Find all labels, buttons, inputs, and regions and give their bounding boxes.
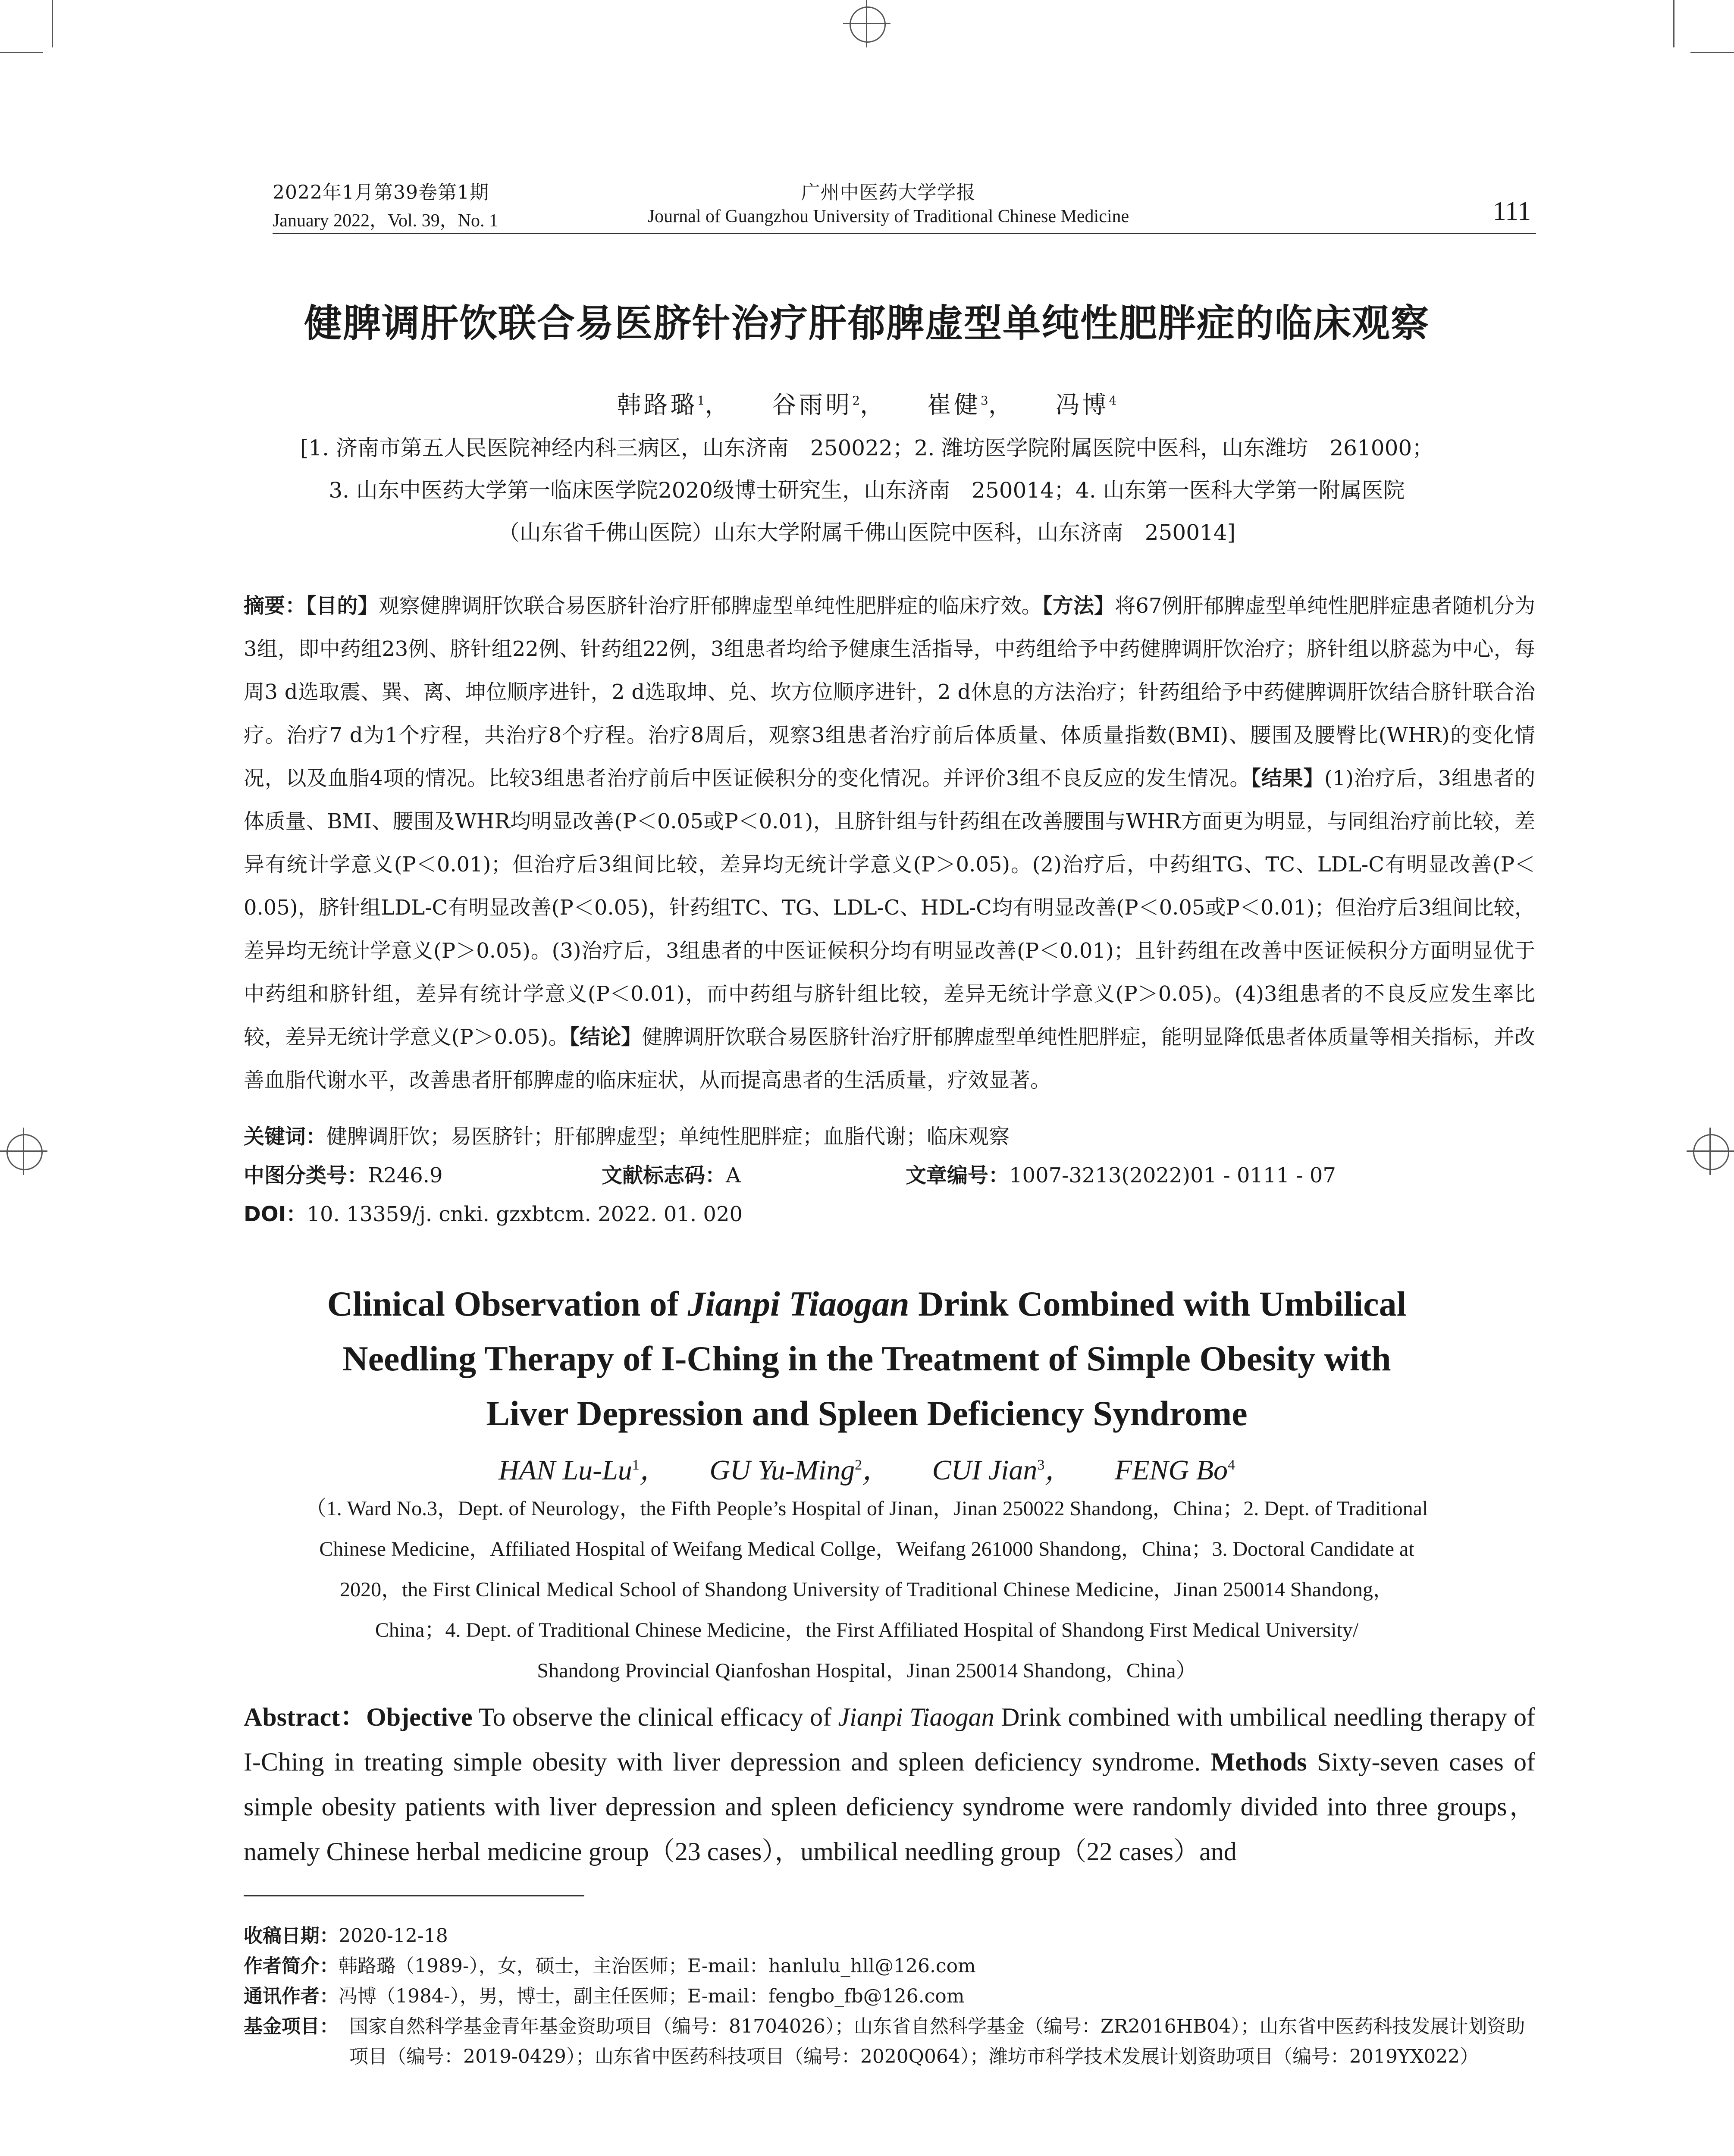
title-en-line: Liver Depression and Spleen Deficiency Syndrome (486, 1394, 1248, 1433)
abstract-cn (244, 584, 1535, 1102)
affiliation-line: 3. 山东中医药大学第一临床医学院2020级博士研究生，山东济南 250014；4. 山东第一医科大学第一附属医院 (329, 478, 1405, 503)
methods-text: 将67例肝郁脾虚型单纯性肥胖症患者随机分为3组，即中药组23例、脐针组22例、针药组22例，3组患者均给予健康生活指导，中药组给予中药健脾调肝饮治疗；脐针组以脐蕊为中心，每周3 d选取震、巽、离、坤位顺序进针，2 d选取坤、兑、坎方位顺序进针，2 d休息的方法治疗；针药组给予中药健脾调肝饮结合脐针联合治疗。治疗7 d为1个疗程，共治疗8个疗程。治疗8周后，观察3组患者治疗前后体质量、体质量指数(BMI)、腰围及腰臀比(WHR)的变化情况，以及血脂4项的情况。比较3组患者治疗前后中医证候积分的变化情况。并评价3组不良反应的发生情况。 (244, 594, 1535, 790)
methods-label: 【方法】 (1042, 594, 1115, 618)
objective-en-label: Objective (366, 1703, 473, 1731)
title-cn: 健脾调肝饮联合易医脐针治疗肝郁脾虚型单纯性肥胖症的临床观察 (304, 301, 1430, 345)
affiliation-line: （山东省千佛山医院）山东大学附属千佛山医院中医科，山东济南 250014] (498, 520, 1236, 545)
abstract-en-label: Abstract： (244, 1703, 367, 1731)
crop-mark (0, 52, 43, 53)
title-en-line: Needling Therapy of I-Ching in the Treatment of Simple Obesity with (342, 1339, 1391, 1378)
registration-mark-icon (0, 1128, 47, 1175)
crop-mark (52, 0, 53, 47)
keywords-cn (244, 1119, 1535, 1154)
author-en: HAN Lu-Lu$^1$， (498, 1454, 668, 1486)
affiliation-line: （1. Ward No.3，Dept. of Neurology，the Fifth People’s Hospital of Jinan，Jinan 250022 Shandong，China；2. Dept. of Traditional (305, 1497, 1428, 1520)
issue-cn: 2022年1月第39卷第1期 (273, 182, 489, 204)
conclusion-label: 【结论】 (569, 1025, 642, 1049)
affiliation-line: 2020，the First Clinical Medical School of Shandong University of Traditional Chinese Medicine，Jinan 250014 Shandong， (340, 1578, 1394, 1601)
affiliations-cn (129, 427, 1604, 554)
keywords-value: 健脾调肝饮；易医脐针；肝郁脾虚型；单纯性肥胖症；血脂代谢；临床观察 (326, 1125, 1010, 1149)
results-label: 【结果】 (1251, 766, 1324, 790)
received-date: 收稿日期：2020-12-18 (244, 1925, 448, 1947)
issue-en: January 2022，Vol. 39，No. 1 (273, 211, 499, 231)
affiliation-line: Shandong Provincial Qianfoshan Hospital，Jinan 250014 Shandong，China） (537, 1659, 1197, 1682)
header-rule (273, 233, 1536, 234)
conclusion-text: 健脾调肝饮联合易医脐针治疗肝郁脾虚型单纯性肥胖症，能明显降低患者体质量等相关指标，并改善血脂代谢水平，改善患者肝郁脾虚的临床症状，从而提高患者的生活质量，疗效显著。 (244, 1025, 1535, 1092)
authors-en (129, 1447, 1604, 1488)
author-en: FENG Bo$^4$ (1114, 1454, 1235, 1486)
affiliation-line: China；4. Dept. of Traditional Chinese Medicine，the First Affiliated Hospital of Shandong First Medical University/ (375, 1619, 1359, 1642)
document-code: 文献标志码：A (602, 1163, 741, 1188)
crop-mark (1690, 52, 1734, 53)
journal-en: Journal of Guangzhou University of Traditional Chinese Medicine (647, 207, 1129, 226)
registration-mark-icon (843, 0, 891, 47)
results-text: (1)治疗后，3组患者的体质量、BMI、腰围及WHR均明显改善(P＜0.05或P＜0.01)，且脐针组与针药组在改善腰围与WHR方面更为明显，与同组治疗前比较，差异有统计学意义(P＜0.01)；但治疗后3组间比较，差异均无统计学意义(P＞0.05)。(2)治疗后，中药组TG、TC、LDL-C有明显改善(P＜0.05)，脐针组LDL-C有明显改善(P＜0.05)，针药组TC、TG、LDL-C、HDL-C均有明显改善(P＜0.05或P＜0.01)；但治疗后3组间比较，差异均无统计学意义(P＞0.05)。(3)治疗后，3组患者的中医证候积分均有明显改善(P＜0.01)；且针药组在改善中医证候积分方面明显优于中药组和脐针组，差异有统计学意义(P＜0.01)，而中药组与脐针组比较，差异无统计学意义(P＞0.05)。(4)3组患者的不良反应发生率比较，差异无统计学意义(P＞0.05)。 (244, 766, 1535, 1049)
corresponding-author: 通讯作者：冯博（1984-），男，博士，副主任医师；E-mail：fengbo_fb@126.com (244, 1985, 965, 2007)
journal-cn: 广州中医药大学学报 (801, 182, 976, 204)
footnote-rule (244, 1895, 584, 1896)
author-en: GU Yu-Ming$^2$， (709, 1454, 891, 1486)
author-cn: 谷雨明$^2$， (772, 391, 887, 419)
author-en: CUI Jian$^3$， (932, 1454, 1073, 1486)
abstract-en: Abstract：Objective To observe the clinical efficacy of Jianpi Tiaogan Drink combined with umbilical needling therapy of I-Ching in treating simple obesity with liver depression and spleen deficiency syndrome. Methods Sixty-seven cases of simple obesity patients with liver depression and spleen deficiency syndrome were randomly divided into three groups，namely Chinese herbal medicine group（23 cases），umbilical needling group（22 cases）and (244, 1703, 1535, 1866)
page-number: 111 (1493, 197, 1531, 226)
objective-label: 【目的】 (306, 594, 379, 618)
article-number: 文章编号：1007-3213(2022)01 - 0111 - 07 (906, 1163, 1336, 1188)
fund-projects: 国家自然科学基金青年基金资助项目（编号：81704026）；山东省自然科学基金（编号：ZR2016HB04）；山东省中医药科技发展计划资助项目（编号：2019-0429）；山东省中医药科技项目（编号：2020Q064）；潍坊市科学技术发展计划资助项目（编号：2019YX022） (349, 2015, 1525, 2068)
author-info: 作者简介：韩路璐（1989-），女，硕士，主治医师；E-mail：hanlulu_hll@126.com (244, 1955, 976, 1977)
clc-number: 中图分类号：R246.9 (244, 1163, 443, 1188)
keywords-label: 关键词： (244, 1125, 327, 1149)
fund-label: 基金项目： (244, 2015, 339, 2037)
affiliations-en (129, 1489, 1604, 1691)
title-en (129, 1276, 1604, 1441)
authors-cn (129, 386, 1604, 420)
affiliation-line: [1. 济南市第五人民医院神经内科三病区，山东济南 250022；2. 潍坊医学院附属医院中医科，山东潍坊 261000； (300, 436, 1434, 461)
author-cn: 韩路璐$^1$， (617, 391, 732, 419)
doi: DOI：10. 13359/j. cnki. gzxbtcm. 2022. 01. 020 (244, 1202, 743, 1226)
author-cn: 冯博$^4$ (1055, 391, 1117, 419)
affiliation-line: Chinese Medicine，Affiliated Hospital of Weifang Medical Collge，Weifang 261000 Shandong，China；3. Doctoral Candidate at (319, 1538, 1414, 1561)
abstract-cn-label: 摘要： (244, 594, 306, 618)
author-cn: 崔健$^3$， (927, 391, 1015, 419)
registration-mark-icon (1687, 1128, 1734, 1175)
crop-mark (1673, 0, 1674, 47)
title-en-line: Clinical Observation of Jianpi Tiaogan Drink Combined with Umbilical (327, 1284, 1407, 1323)
methods-en-label: Methods (1210, 1748, 1307, 1776)
objective-text: 观察健脾调肝饮联合易医脐针治疗肝郁脾虚型单纯性肥胖症的临床疗效。 (378, 594, 1042, 618)
